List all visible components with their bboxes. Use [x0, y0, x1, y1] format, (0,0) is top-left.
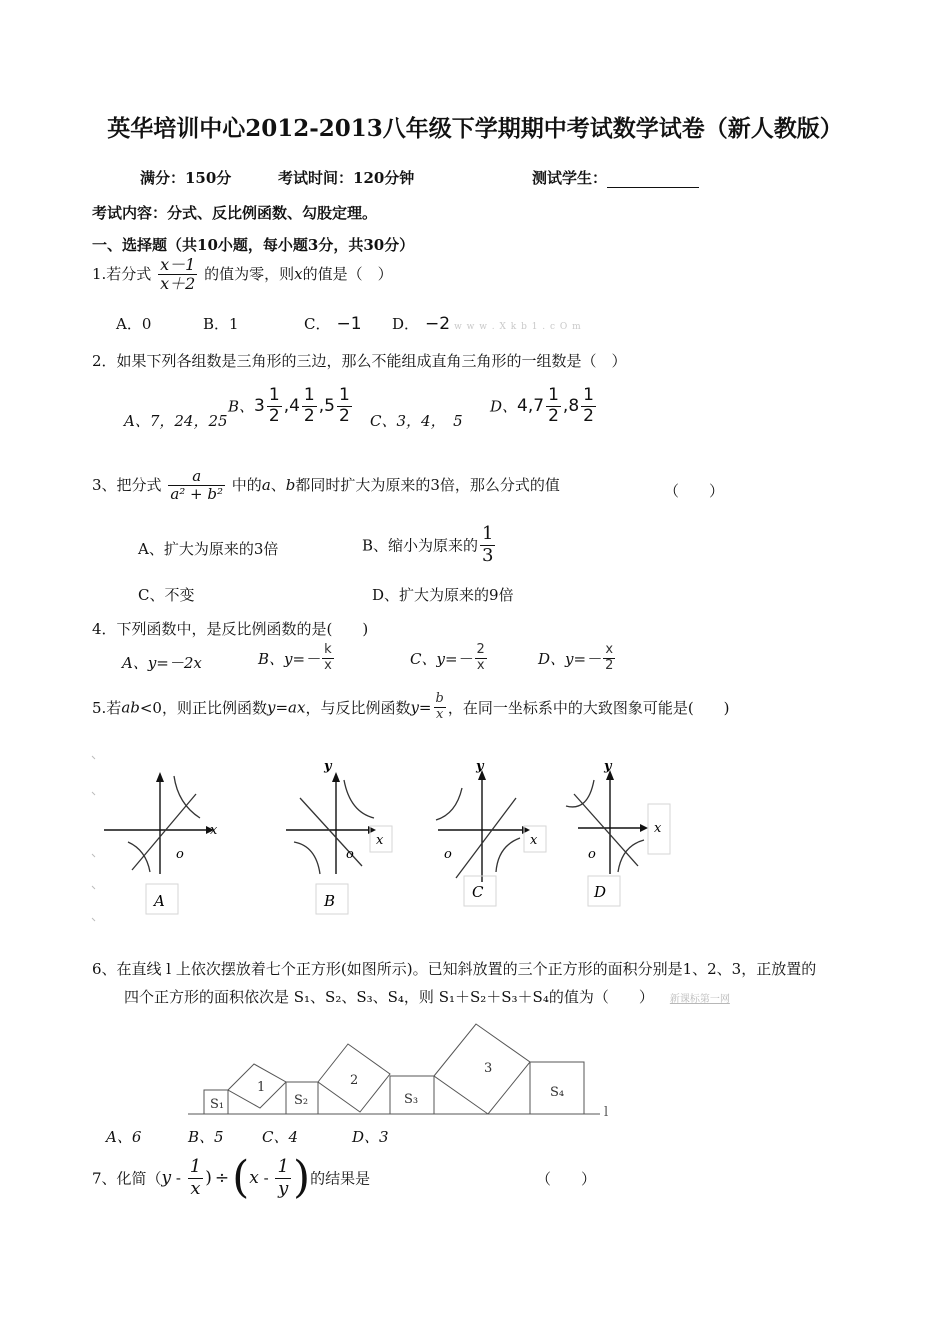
- q1-option-d[interactable]: D． −2 w w w . X k b 1 . c O m: [392, 314, 582, 334]
- q6-option-d[interactable]: D、3: [352, 1128, 389, 1146]
- q4-option-a[interactable]: A、y=－2x: [122, 654, 202, 672]
- question-1: 1.若分式 $\frac{x-1}{x+2}$ 的值为零，则x的值是（ ）: [92, 255, 393, 294]
- q7-answer-paren[interactable]: （ ）: [536, 1170, 597, 1188]
- graph-b-label: B: [324, 892, 336, 910]
- section-one-heading: 一、选择题（共10小题，每小题3分，共30分）: [92, 236, 415, 254]
- x-axis-arrow-icon: [522, 826, 530, 834]
- line-graph: [456, 798, 516, 878]
- margin-mark: [92, 792, 95, 795]
- q6-squares-figure: [186, 1020, 616, 1120]
- x-axis-arrow-icon: [640, 824, 648, 832]
- page-title: 英华培训中心2012-2013八年级下学期期中考试数学试卷（新人教版）: [107, 115, 843, 142]
- hyperbola-branch: [294, 842, 320, 874]
- q2-option-b[interactable]: B、3 $\frac{1}{2}$ ,4 $\frac{1}{2}$ ,5 $\frac{1}{2}$: [228, 385, 350, 426]
- s3-label: S₃: [404, 1092, 419, 1107]
- hyperbola-branch: [128, 842, 150, 872]
- margin-mark: [92, 854, 95, 857]
- q1-option-b[interactable]: B．1: [203, 315, 239, 333]
- q1-option-a[interactable]: A．0: [116, 315, 152, 333]
- y-axis-label: y: [324, 759, 332, 774]
- x-axis-label: x: [530, 833, 538, 848]
- y-axis-label: y: [476, 759, 484, 774]
- question-6-line-1: 6、在直线 l 上依次摆放着七个正方形(如图所示)。已知斜放置的三个正方形的面积分别是1、2、3，正放置的: [92, 960, 817, 978]
- x-axis-label: x: [210, 823, 218, 838]
- line-l-label: l: [604, 1105, 609, 1120]
- graph-c[interactable]: [436, 759, 546, 906]
- q2-option-a[interactable]: A、7，24，25: [124, 412, 228, 430]
- graph-a-label: A: [154, 892, 165, 910]
- student-field: [532, 167, 699, 188]
- origin-label: o: [588, 847, 596, 862]
- hyperbola-branch: [344, 780, 374, 818]
- left-paren: (: [232, 1152, 250, 1203]
- q3-option-c[interactable]: C、不变: [138, 586, 195, 604]
- hyperbola-branch: [436, 788, 462, 820]
- margin-mark: [92, 918, 95, 921]
- q3-option-d[interactable]: D、扩大为原来的9倍: [372, 586, 514, 604]
- hyperbola-branch: [174, 776, 200, 818]
- question-5: 5.若ab<0，则正比例函数y=ax，与反比例函数y= $\frac{b}{x}$ ，在同一坐标系中的大致图象可能是( ): [92, 691, 730, 722]
- question-7: 7、化简（y - $\frac{1}{x}$ ) ÷(x - $\frac{1}{y}$ )的结果是: [92, 1152, 371, 1203]
- origin-label: o: [346, 847, 354, 862]
- x-axis-arrow-icon: [368, 826, 376, 834]
- origin-label: o: [176, 847, 184, 862]
- q6-option-b[interactable]: B、5: [188, 1128, 224, 1146]
- graph-b[interactable]: [286, 759, 392, 914]
- line-graph: [574, 794, 638, 866]
- graph-d[interactable]: [566, 759, 670, 906]
- s2-label: S₂: [294, 1093, 309, 1108]
- full-score: 满分：150分: [140, 169, 232, 187]
- q2-option-c[interactable]: C、3，4， 5: [370, 412, 463, 430]
- q4-option-b[interactable]: B、y=－ $\frac{k}{x}$: [258, 642, 332, 673]
- s4-label: S₄: [550, 1085, 565, 1100]
- q3-fraction: $\frac{a}{\text{a² + b²}}$: [170, 467, 224, 504]
- q6-option-a[interactable]: A、6: [106, 1128, 142, 1146]
- q5-graphs: [88, 742, 708, 932]
- question-4: 4．下列函数中，是反比例函数的是( ): [92, 620, 369, 638]
- q1-option-c[interactable]: C． −1: [304, 314, 362, 334]
- square-label: 1: [257, 1080, 266, 1095]
- hyperbola-branch: [618, 840, 644, 872]
- question-2: 2．如果下列各组数是三角形的三边，那么不能组成直角三角形的一组数是（ ）: [92, 352, 627, 370]
- square-label: 2: [350, 1073, 359, 1088]
- q2-option-d[interactable]: D、4,7 $\frac{1}{2}$ ,8 $\frac{1}{2}$: [490, 385, 594, 426]
- watermark-link[interactable]: 新课标第一网: [669, 994, 730, 1005]
- q3-answer-paren[interactable]: （ ）: [664, 482, 725, 500]
- tilted-square-3: [434, 1024, 530, 1114]
- y-axis-arrow-icon: [156, 772, 164, 782]
- graph-d-label: D: [594, 883, 607, 901]
- q3-option-a[interactable]: A、扩大为原来的3倍: [138, 540, 279, 558]
- student-label: 测试学生：: [532, 169, 608, 187]
- question-6-line-2: 四个正方形的面积依次是 S₁、S₂、S₃、S₄，则 S₁＋S₂＋S₃＋S₄的值为（ ） 新课标第一网: [124, 988, 730, 1006]
- hyperbola-branch: [566, 780, 594, 807]
- margin-mark: [92, 756, 95, 759]
- y-axis-arrow-icon: [332, 772, 340, 782]
- question-3: 3、把分式 $\frac{a}{\text{a² + b²}}$ 中的a、b都同时扩大为原来的3倍，那么分式的值: [92, 467, 560, 504]
- x-axis-label: x: [654, 821, 662, 836]
- q4-option-d[interactable]: D、y=－ $\frac{x}{2}$: [538, 642, 614, 673]
- exam-content: 考试内容：分式、反比例函数、勾股定理。: [92, 204, 378, 222]
- margin-mark: [92, 886, 95, 889]
- x-axis-label: x: [376, 833, 384, 848]
- s1-label: S₁: [210, 1097, 225, 1112]
- graph-c-label: C: [472, 883, 484, 901]
- graph-a[interactable]: [104, 772, 218, 914]
- student-name-blank[interactable]: [607, 173, 699, 188]
- y-axis-label: y: [604, 759, 612, 774]
- exam-time: 考试时间：120分钟: [278, 169, 415, 187]
- right-paren: ): [292, 1152, 311, 1203]
- q1-fraction: $\frac{x-1}{x+2}$: [160, 255, 196, 294]
- origin-label: o: [444, 847, 452, 862]
- watermark: w w w . X k b 1 . c O m: [454, 322, 582, 332]
- q6-option-c[interactable]: C、4: [262, 1128, 299, 1146]
- hyperbola-branch: [496, 838, 520, 872]
- square-label: 3: [484, 1061, 493, 1076]
- q3-option-b[interactable]: B、缩小为原来的 $\frac{1}{3}$: [362, 523, 494, 566]
- q4-option-c[interactable]: C、y=－ $\frac{2}{x}$: [410, 642, 485, 673]
